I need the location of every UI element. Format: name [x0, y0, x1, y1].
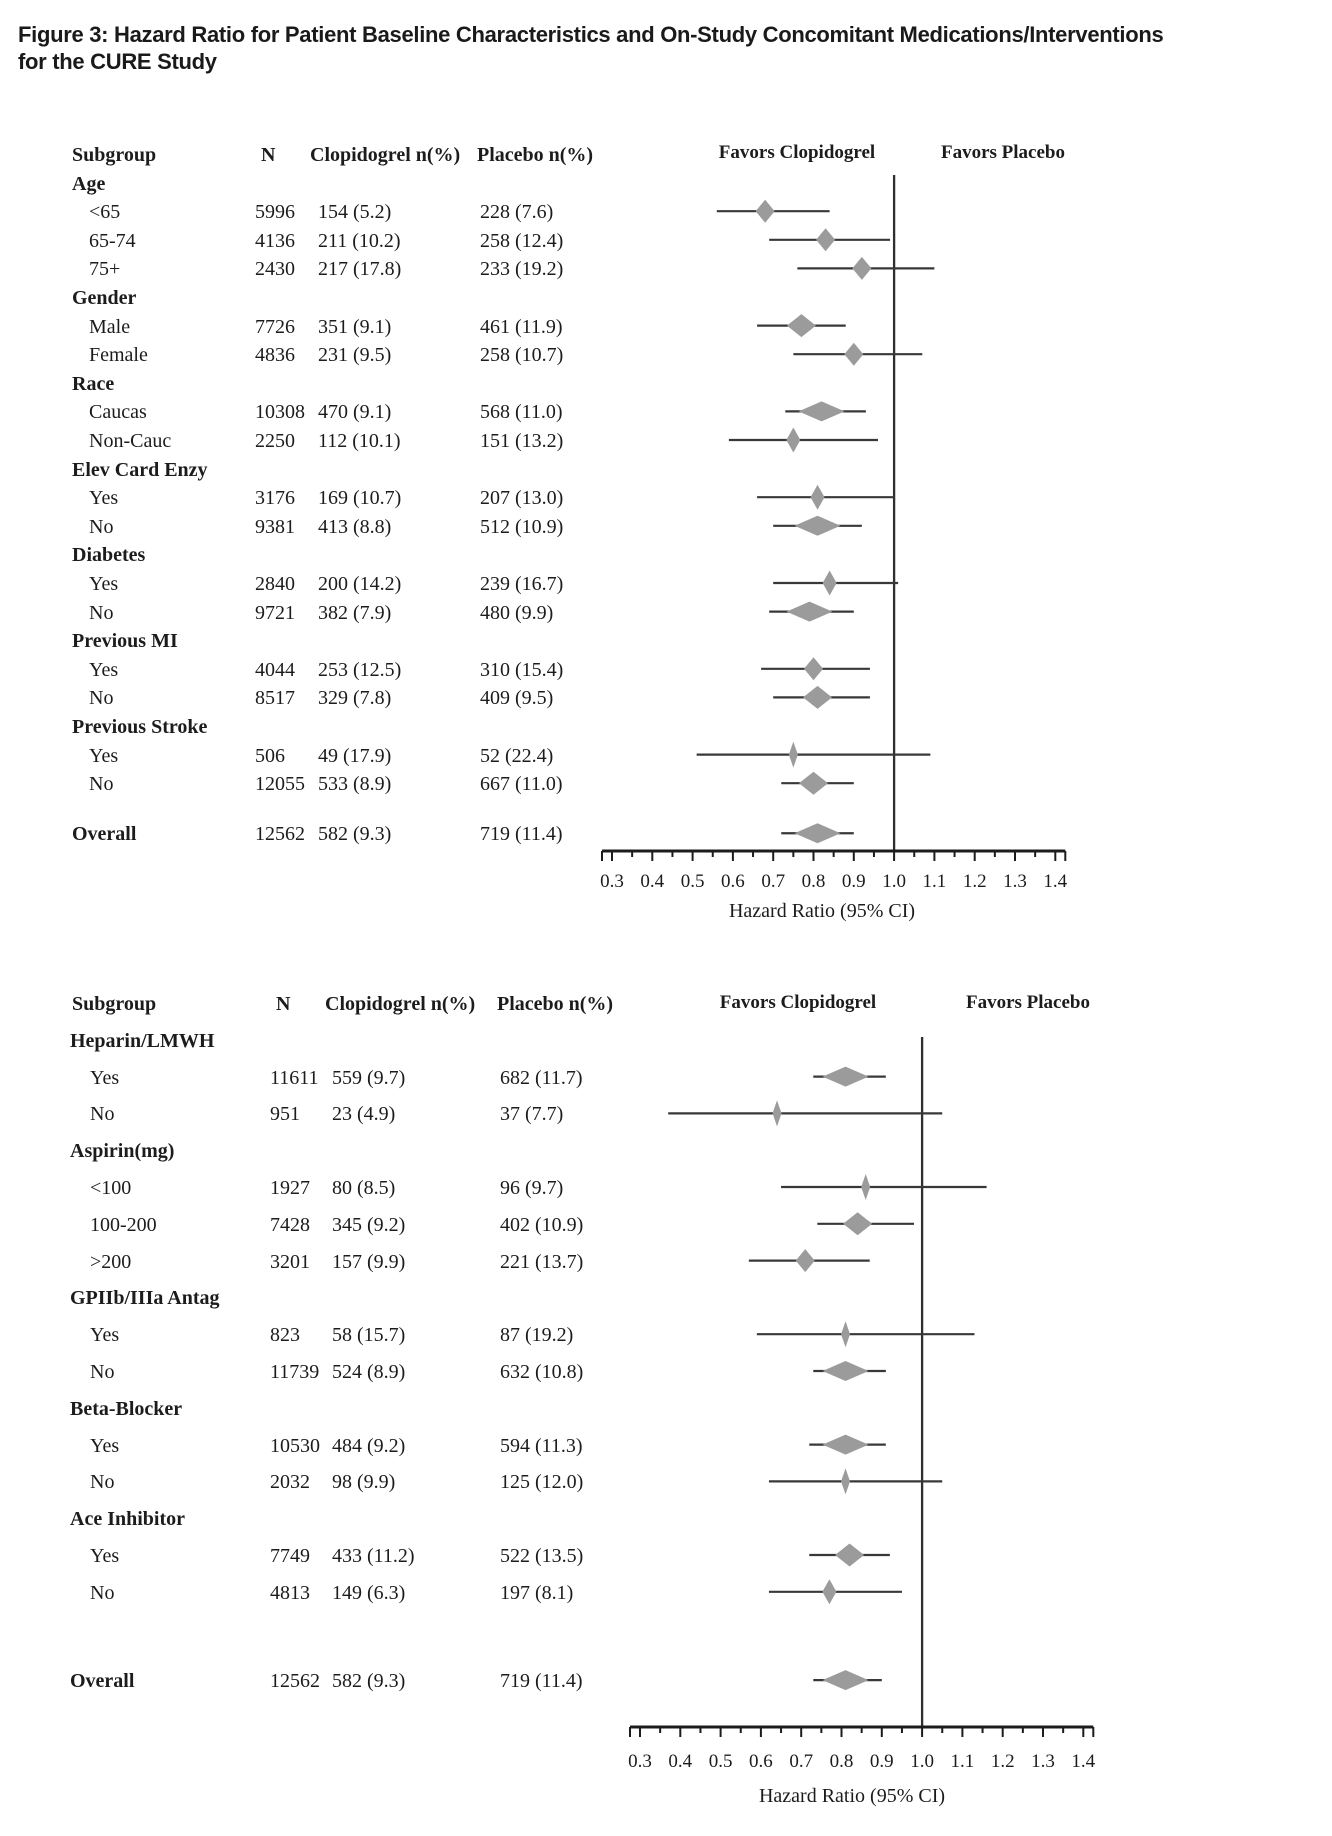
row-n: 2032 [270, 1471, 310, 1494]
row-clopidogrel: 329 (7.8) [318, 687, 392, 710]
row-n: 7428 [270, 1213, 310, 1236]
row-n: 4836 [255, 344, 295, 367]
section-label: Gender [72, 287, 137, 309]
hr-diamond [787, 314, 816, 337]
row-clopidogrel: 154 (5.2) [318, 201, 392, 224]
row-label: No [90, 1581, 115, 1604]
row-n: 951 [270, 1103, 300, 1126]
hr-diamond [789, 742, 798, 768]
section-label: Aspirin(mg) [70, 1140, 175, 1163]
row-label: Yes [90, 1066, 120, 1089]
row-placebo: 151 (13.2) [480, 430, 564, 452]
row-clopidogrel: 200 (14.2) [318, 573, 402, 595]
row-label: Yes [90, 1545, 120, 1567]
section-label: Age [72, 172, 106, 195]
row-placebo: 125 (12.0) [500, 1471, 584, 1494]
x-axis-tick-label: 1.4 [1071, 1751, 1096, 1772]
x-axis-title: Hazard Ratio (95% CI) [728, 900, 916, 922]
table-header-clopidogrel: Clopidogrel n(%) [325, 993, 476, 1015]
section-label: Beta-Blocker [70, 1397, 183, 1420]
table-header-clopidogrel: Clopidogrel n(%) [310, 144, 461, 166]
row-clopidogrel: 345 (9.2) [332, 1213, 406, 1236]
hr-diamond [823, 571, 837, 596]
row-clopidogrel: 351 (9.1) [318, 315, 392, 338]
section-label: GPIIb/IIIa Antag [70, 1287, 220, 1310]
row-n: 12055 [255, 773, 305, 796]
row-placebo: 233 (19.2) [480, 258, 564, 281]
x-axis-tick-label: 1.4 [1043, 871, 1068, 892]
favors-clopidogrel-label: Favors Clopidogrel [719, 992, 877, 1013]
row-clopidogrel: 433 (11.2) [332, 1545, 415, 1567]
table-header-subgroup: Subgroup [72, 993, 157, 1015]
row-label: No [89, 515, 114, 538]
row-placebo: 682 (11.7) [500, 1066, 583, 1089]
row-placebo: 402 (10.9) [500, 1213, 584, 1236]
table-header-n: N [261, 144, 276, 166]
hr-diamond [796, 1249, 815, 1272]
row-placebo: 667 (11.0) [480, 773, 563, 796]
row-n: 823 [270, 1324, 300, 1347]
row-placebo: 37 (7.7) [500, 1103, 564, 1126]
x-axis-tick-label: 0.5 [708, 1751, 733, 1772]
hr-diamond [786, 428, 800, 453]
section-label: Previous Stroke [72, 716, 208, 738]
row-placebo: 239 (16.7) [480, 573, 564, 595]
section-label: Heparin/LMWH [70, 1029, 215, 1052]
row-clopidogrel: 382 (7.9) [318, 601, 392, 624]
row-clopidogrel: 582 (9.3) [318, 823, 392, 846]
row-n: 1927 [270, 1177, 310, 1199]
x-axis-tick-label: 1.1 [922, 871, 947, 892]
row-placebo: 52 (22.4) [480, 744, 554, 767]
row-n: 9381 [255, 515, 295, 538]
hr-diamond [799, 772, 828, 795]
row-clopidogrel: 80 (8.5) [332, 1177, 396, 1199]
row-placebo: 197 (8.1) [500, 1581, 574, 1604]
x-axis-tick-label: 0.5 [680, 871, 705, 892]
section-label: Elev Card Enzy [72, 458, 208, 481]
row-n: 5996 [255, 201, 295, 224]
row-placebo: 228 (7.6) [480, 201, 554, 224]
x-axis-tick-label: 0.9 [841, 871, 866, 892]
hr-diamond [816, 228, 835, 251]
hr-diamond [811, 485, 825, 510]
x-axis-tick-label: 0.3 [600, 871, 624, 892]
row-n: 11739 [270, 1361, 320, 1383]
row-label: Male [89, 315, 131, 338]
row-label: Yes [90, 1324, 120, 1347]
section-label: Race [72, 372, 115, 395]
row-label: 75+ [89, 258, 121, 281]
x-axis-tick-label: 1.1 [950, 1751, 975, 1772]
row-placebo: 310 (15.4) [480, 658, 564, 681]
row-label: Overall [72, 823, 137, 846]
row-placebo: 96 (9.7) [500, 1177, 564, 1199]
row-clopidogrel: 58 (15.7) [332, 1324, 406, 1347]
row-placebo: 258 (12.4) [480, 229, 564, 252]
row-label: No [89, 773, 114, 796]
row-label: Yes [89, 487, 119, 510]
hr-diamond [841, 1321, 850, 1347]
hr-diamond [835, 1544, 864, 1567]
row-clopidogrel: 413 (8.8) [318, 515, 392, 538]
row-n: 9721 [255, 601, 295, 624]
row-placebo: 594 (11.3) [500, 1434, 583, 1457]
row-n: 4136 [255, 229, 295, 252]
hr-diamond [823, 1670, 869, 1690]
row-clopidogrel: 157 (9.9) [332, 1250, 406, 1273]
row-n: 8517 [255, 687, 295, 710]
row-placebo: 480 (9.9) [480, 601, 554, 624]
x-axis-tick-label: 0.4 [640, 871, 665, 892]
row-n: 506 [255, 744, 285, 767]
row-label: Yes [89, 573, 119, 595]
hr-diamond [804, 657, 823, 680]
row-clopidogrel: 49 (17.9) [318, 744, 392, 767]
row-clopidogrel: 211 (10.2) [318, 229, 401, 252]
favors-placebo-label: Favors Placebo [965, 992, 1091, 1013]
row-placebo: 632 (10.8) [500, 1361, 584, 1383]
row-clopidogrel: 169 (10.7) [318, 487, 402, 510]
x-axis-tick-label: 1.3 [1003, 871, 1027, 892]
hr-diamond [841, 1468, 850, 1494]
x-axis-tick-label: 1.2 [962, 871, 987, 892]
row-n: 12562 [270, 1670, 320, 1693]
row-n: 4044 [255, 658, 295, 681]
row-label: <100 [90, 1177, 132, 1199]
row-clopidogrel: 253 (12.5) [318, 658, 402, 681]
row-placebo: 522 (13.5) [500, 1545, 584, 1567]
row-n: 2840 [255, 573, 295, 595]
row-clopidogrel: 582 (9.3) [332, 1670, 406, 1693]
hr-diamond [843, 1212, 872, 1235]
row-n: 12562 [255, 823, 305, 846]
row-label: Yes [90, 1434, 120, 1457]
row-clopidogrel: 524 (8.9) [332, 1361, 406, 1383]
row-label: Overall [70, 1670, 135, 1693]
hr-diamond [861, 1174, 870, 1200]
section-label: Previous MI [72, 630, 178, 653]
x-axis-title: Hazard Ratio (95% CI) [758, 1785, 946, 1807]
favors-placebo-label: Favors Placebo [940, 142, 1066, 163]
table-header-n: N [276, 993, 291, 1015]
row-clopidogrel: 23 (4.9) [332, 1103, 396, 1126]
x-axis-tick-label: 0.4 [668, 1751, 693, 1772]
row-placebo: 207 (13.0) [480, 487, 564, 510]
row-n: 7749 [270, 1545, 310, 1567]
row-label: No [89, 687, 114, 710]
row-label: No [90, 1361, 115, 1383]
row-n: 11611 [270, 1066, 319, 1089]
row-clopidogrel: 533 (8.9) [318, 773, 392, 796]
row-clopidogrel: 231 (9.5) [318, 344, 392, 367]
row-placebo: 409 (9.5) [480, 687, 554, 710]
row-clopidogrel: 112 (10.1) [318, 430, 401, 452]
row-label: Yes [89, 744, 119, 767]
row-placebo: 87 (19.2) [500, 1324, 574, 1347]
row-placebo: 719 (11.4) [500, 1670, 583, 1693]
row-placebo: 221 (13.7) [500, 1250, 584, 1273]
table-header-placebo: Placebo n(%) [477, 144, 594, 166]
row-label: No [90, 1103, 115, 1126]
row-label: Non-Cauc [89, 430, 172, 452]
hr-diamond [795, 823, 841, 843]
row-placebo: 258 (10.7) [480, 344, 564, 367]
row-label: 100-200 [90, 1213, 157, 1236]
row-label: Yes [89, 658, 119, 681]
row-label: >200 [90, 1250, 132, 1273]
x-axis-tick-label: 0.9 [869, 1751, 894, 1772]
row-placebo: 719 (11.4) [480, 823, 563, 846]
x-axis-tick-label: 1.3 [1031, 1751, 1055, 1772]
x-axis-tick-label: 0.8 [801, 871, 826, 892]
row-label: 65-74 [89, 229, 136, 252]
row-clopidogrel: 98 (9.9) [332, 1471, 396, 1494]
row-clopidogrel: 149 (6.3) [332, 1581, 406, 1604]
row-n: 10308 [255, 401, 305, 424]
row-label: No [89, 601, 114, 624]
x-axis-tick-label: 0.3 [628, 1751, 652, 1772]
hr-diamond [852, 257, 871, 280]
hr-diamond [799, 401, 845, 421]
row-clopidogrel: 559 (9.7) [332, 1066, 406, 1089]
x-axis-tick-label: 1.2 [990, 1751, 1015, 1772]
table-header-placebo: Placebo n(%) [497, 993, 614, 1015]
row-clopidogrel: 470 (9.1) [318, 401, 392, 424]
row-n: 3176 [255, 487, 295, 510]
row-clopidogrel: 217 (17.8) [318, 258, 402, 281]
hr-diamond [773, 1100, 782, 1126]
hr-diamond [823, 1361, 869, 1381]
hr-diamond [795, 516, 841, 536]
section-label: Ace Inhibitor [70, 1508, 185, 1531]
row-n: 2250 [255, 430, 295, 452]
hr-diamond [844, 343, 863, 366]
row-placebo: 512 (10.9) [480, 515, 564, 538]
row-n: 7726 [255, 315, 295, 338]
x-axis-tick-label: 1.0 [910, 1751, 934, 1772]
row-n: 4813 [270, 1581, 310, 1604]
x-axis-tick-label: 1.0 [882, 871, 906, 892]
x-axis-tick-label: 0.6 [749, 1751, 773, 1772]
table-header-subgroup: Subgroup [72, 144, 157, 166]
row-label: No [90, 1471, 115, 1494]
hr-diamond [823, 1435, 869, 1455]
hr-diamond [756, 200, 775, 223]
row-n: 10530 [270, 1434, 320, 1457]
hr-diamond [823, 1067, 869, 1087]
figure-title-line2: for the CURE Study [18, 49, 217, 74]
hr-diamond [803, 686, 832, 709]
x-axis-tick-label: 0.7 [789, 1751, 814, 1772]
row-n: 3201 [270, 1250, 310, 1273]
x-axis-tick-label: 0.8 [829, 1751, 854, 1772]
section-label: Diabetes [72, 544, 146, 567]
x-axis-tick-label: 0.7 [761, 871, 786, 892]
row-placebo: 461 (11.9) [480, 315, 563, 338]
x-axis-tick-label: 0.6 [721, 871, 745, 892]
row-n: 2430 [255, 258, 295, 281]
row-placebo: 568 (11.0) [480, 401, 563, 424]
row-clopidogrel: 484 (9.2) [332, 1434, 406, 1457]
row-label: Female [89, 344, 148, 367]
row-label: Caucas [89, 401, 147, 424]
favors-clopidogrel-label: Favors Clopidogrel [718, 142, 876, 163]
hr-diamond [786, 602, 832, 622]
figure-title-line1: Figure 3: Hazard Ratio for Patient Baseline Characteristics and On-Study Concomitant Medications/Interventions [18, 22, 1164, 47]
row-label: <65 [89, 201, 121, 224]
hr-diamond [822, 1579, 836, 1604]
